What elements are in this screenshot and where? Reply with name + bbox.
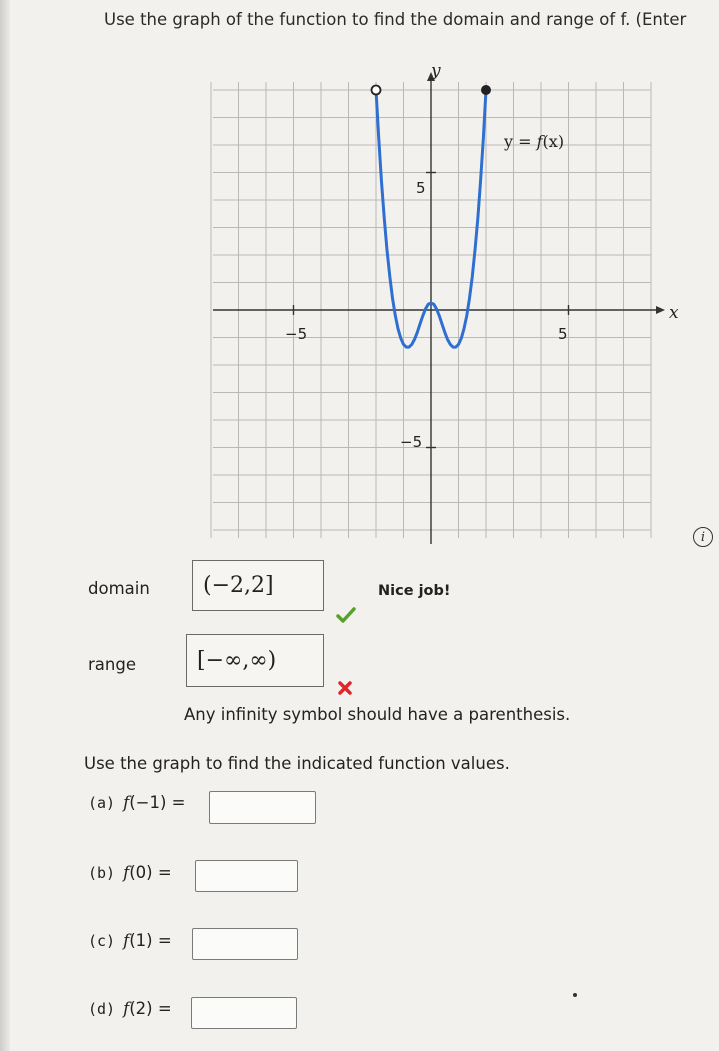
range-hint: Any infinity symbol should have a parenthesis. — [184, 705, 571, 724]
function-graph — [195, 60, 679, 540]
answer-input-a[interactable] — [209, 791, 316, 824]
question-d-expression: f(2) = — [123, 999, 172, 1018]
x-axis-label: x — [669, 303, 679, 323]
open-endpoint — [372, 86, 381, 95]
range-answer-field[interactable]: [−∞,∞) — [186, 634, 324, 687]
domain-label: domain — [88, 579, 150, 598]
tick-label-y-neg: −5 — [400, 433, 423, 451]
question-b-letter: (b) — [88, 864, 116, 882]
domain-answer-field[interactable]: (−2,2] — [192, 560, 324, 611]
answer-input-d[interactable] — [191, 997, 297, 1029]
function-label — [503, 132, 564, 151]
question-b-expression: f(0) = — [123, 863, 172, 882]
tick-label-x-pos: 5 — [558, 325, 568, 343]
answer-input-b[interactable] — [195, 860, 298, 892]
checkmark-icon — [336, 607, 356, 623]
x-axis-arrow — [656, 306, 665, 314]
function-values-instruction: Use the graph to find the indicated function values. — [84, 754, 510, 773]
function-label-prefix: y = — [504, 132, 537, 151]
question-c — [88, 931, 172, 950]
answer-input-c[interactable] — [192, 928, 298, 960]
domain-feedback: Nice job! — [378, 583, 451, 599]
y-axis-label: y — [431, 61, 441, 81]
closed-endpoint — [481, 85, 491, 95]
info-icon[interactable]: i — [693, 527, 713, 547]
question-d — [88, 999, 172, 1018]
tick-label-x-neg: −5 — [285, 325, 308, 343]
tick-label-y-pos: 5 — [416, 179, 426, 197]
question-d-letter: (d) — [88, 1000, 116, 1018]
question-a-expression: f(−1) = — [123, 793, 186, 812]
graph-axes — [213, 72, 665, 544]
question-b — [88, 863, 172, 882]
question-c-expression: f(1) = — [123, 931, 172, 950]
cross-icon — [337, 680, 353, 696]
problem-instruction: Use the graph of the function to find the domain and range of f. (Enter — [104, 10, 687, 29]
function-label-arg: (x) — [542, 132, 565, 151]
question-a — [88, 793, 185, 812]
range-label: range — [88, 655, 136, 674]
question-c-letter: (c) — [88, 932, 116, 950]
stray-mark — [573, 993, 577, 997]
function-label-f: f — [536, 132, 543, 151]
question-a-letter: (a) — [88, 794, 116, 812]
window-edge — [0, 0, 10, 1051]
